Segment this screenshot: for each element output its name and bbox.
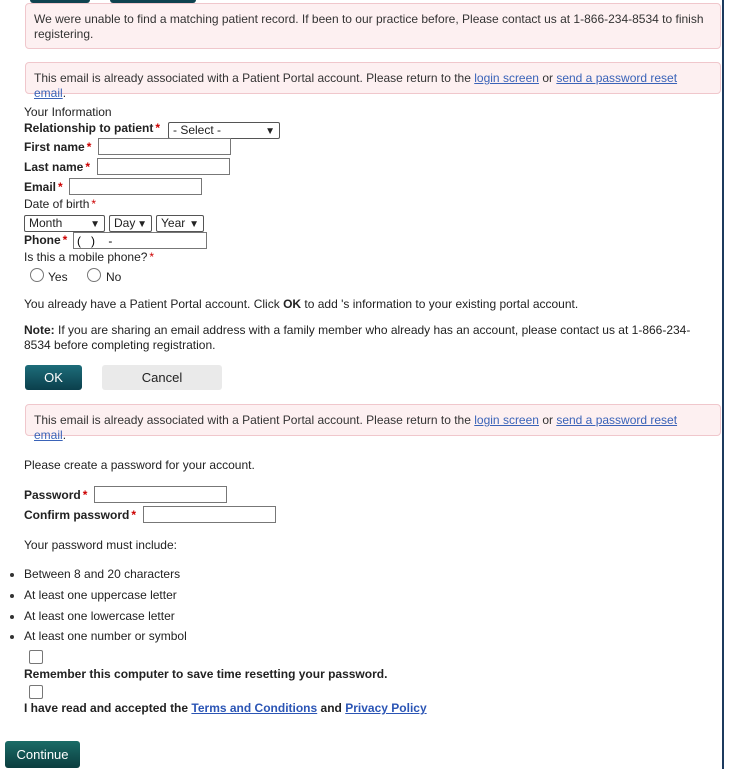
phone-label — [24, 233, 67, 247]
password-label — [24, 488, 87, 502]
password-intro: Please create a password for your account. — [24, 458, 255, 472]
terms-link[interactable]: Terms and Conditions — [191, 701, 318, 715]
chevron-down-icon: ▼ — [137, 219, 147, 230]
email-label-text: Email — [24, 180, 57, 194]
dob-label — [24, 197, 96, 211]
note-text: If you are sharing an email address with a family member who already has an account, please contact us at 1-866-234-8534 before completing registration. — [24, 323, 691, 352]
or-text: or — [542, 71, 553, 85]
dob-label-text: Date of birth — [24, 197, 90, 211]
first-name-label — [24, 140, 91, 154]
bullet-icon — [10, 594, 14, 598]
confirm-password-input[interactable] — [143, 506, 276, 523]
email-exists-text: This email is already associated with a Patient Portal account. Please return to the — [34, 71, 471, 85]
password-label-text: Password — [24, 488, 81, 502]
cancel-button[interactable]: Cancel — [102, 365, 222, 390]
no-match-text: We were unable to find a matching patient record. If been to our practice before, Please contact us at 1-866-234-8534 to finish registering. — [34, 12, 704, 41]
dob-day-select[interactable] — [109, 215, 152, 232]
password-rule: At least one lowercase letter — [24, 609, 175, 623]
password-reset-link[interactable]: send a password reset email — [34, 413, 678, 442]
accept-terms-checkbox[interactable] — [29, 685, 43, 699]
remember-computer-checkbox[interactable] — [29, 650, 43, 664]
login-screen-link[interactable]: login screen — [474, 71, 539, 85]
chevron-down-icon: ▼ — [90, 219, 100, 230]
and-text: and — [320, 701, 342, 715]
chevron-down-icon: ▼ — [189, 219, 199, 230]
note-label: Note: — [24, 323, 55, 337]
mobile-no-radio[interactable] — [87, 268, 101, 282]
accept-terms-label — [24, 701, 427, 715]
password-rule: At least one number or symbol — [24, 629, 187, 643]
email-input[interactable] — [69, 178, 202, 195]
relationship-label — [24, 121, 160, 135]
no-label: No — [106, 270, 122, 284]
email-label — [24, 180, 63, 194]
relationship-select[interactable] — [168, 122, 280, 139]
password-rule: Between 8 and 20 characters — [24, 567, 181, 581]
bullet-icon — [10, 615, 14, 619]
yes-label: Yes — [48, 270, 68, 284]
existing-prefix: You already have a Patient Portal account. Click — [24, 297, 280, 311]
password-rule: At least one uppercase letter — [24, 588, 177, 602]
last-name-label — [24, 160, 90, 174]
no-match-alert — [25, 3, 721, 49]
required-mark: * — [155, 121, 161, 135]
login-screen-link[interactable]: login screen — [474, 413, 539, 427]
confirm-password-label-text: Confirm password — [24, 508, 130, 522]
email-exists-text: This email is already associated with a Patient Portal account. Please return to the — [34, 413, 471, 427]
relationship-value: - Select - — [173, 123, 222, 137]
password-input[interactable] — [94, 486, 227, 503]
email-exists-alert — [25, 62, 721, 100]
required-mark: * — [82, 488, 88, 502]
required-mark: * — [131, 508, 137, 522]
phone-label-text: Phone — [24, 233, 61, 247]
month-value: Month — [29, 216, 63, 230]
mobile-question — [24, 250, 154, 264]
last-name-label-text: Last name — [24, 160, 84, 174]
required-mark: * — [62, 233, 68, 247]
remember-computer-label: Remember this computer to save time resetting your password. — [24, 667, 388, 681]
existing-suffix: to add 's information to your existing portal account. — [304, 297, 579, 311]
first-name-input[interactable] — [98, 138, 231, 155]
required-mark: * — [58, 180, 63, 194]
relationship-label-text: Relationship to patient — [24, 121, 154, 135]
dob-month-select[interactable] — [24, 215, 105, 232]
ok-button[interactable]: OK — [25, 365, 82, 390]
last-name-input[interactable] — [97, 158, 230, 175]
first-name-label-text: First name — [24, 140, 85, 154]
privacy-link[interactable]: Privacy Policy — [345, 701, 427, 715]
existing-account-notice — [24, 297, 578, 311]
required-mark: * — [86, 140, 92, 154]
bullet-icon — [10, 635, 14, 639]
section-title: Your Information — [24, 105, 112, 119]
day-value: Day — [114, 216, 136, 230]
shared-email-note — [24, 323, 704, 353]
phone-input[interactable] — [73, 232, 207, 249]
password-reset-link[interactable]: send a password reset email — [34, 71, 678, 100]
required-mark: * — [149, 250, 155, 264]
period-text: . — [62, 86, 67, 100]
password-rules-title: Your password must include: — [24, 538, 177, 552]
email-exists-alert-2 — [25, 404, 721, 442]
mobile-question-text: Is this a mobile phone? — [24, 250, 148, 264]
confirm-password-label — [24, 508, 136, 522]
chevron-down-icon: ▼ — [265, 126, 275, 137]
required-mark: * — [91, 197, 97, 211]
dob-year-select[interactable] — [156, 215, 204, 232]
year-value: Year — [161, 216, 186, 230]
bullet-icon — [10, 573, 14, 577]
mobile-yes-radio[interactable] — [30, 268, 44, 282]
accept-prefix: I have read and accepted the — [24, 701, 189, 715]
required-mark: * — [85, 160, 91, 174]
or-text: or — [542, 413, 553, 427]
existing-ok-word: OK — [283, 297, 302, 311]
continue-button[interactable]: Continue — [5, 741, 80, 768]
period-text: . — [62, 428, 67, 442]
